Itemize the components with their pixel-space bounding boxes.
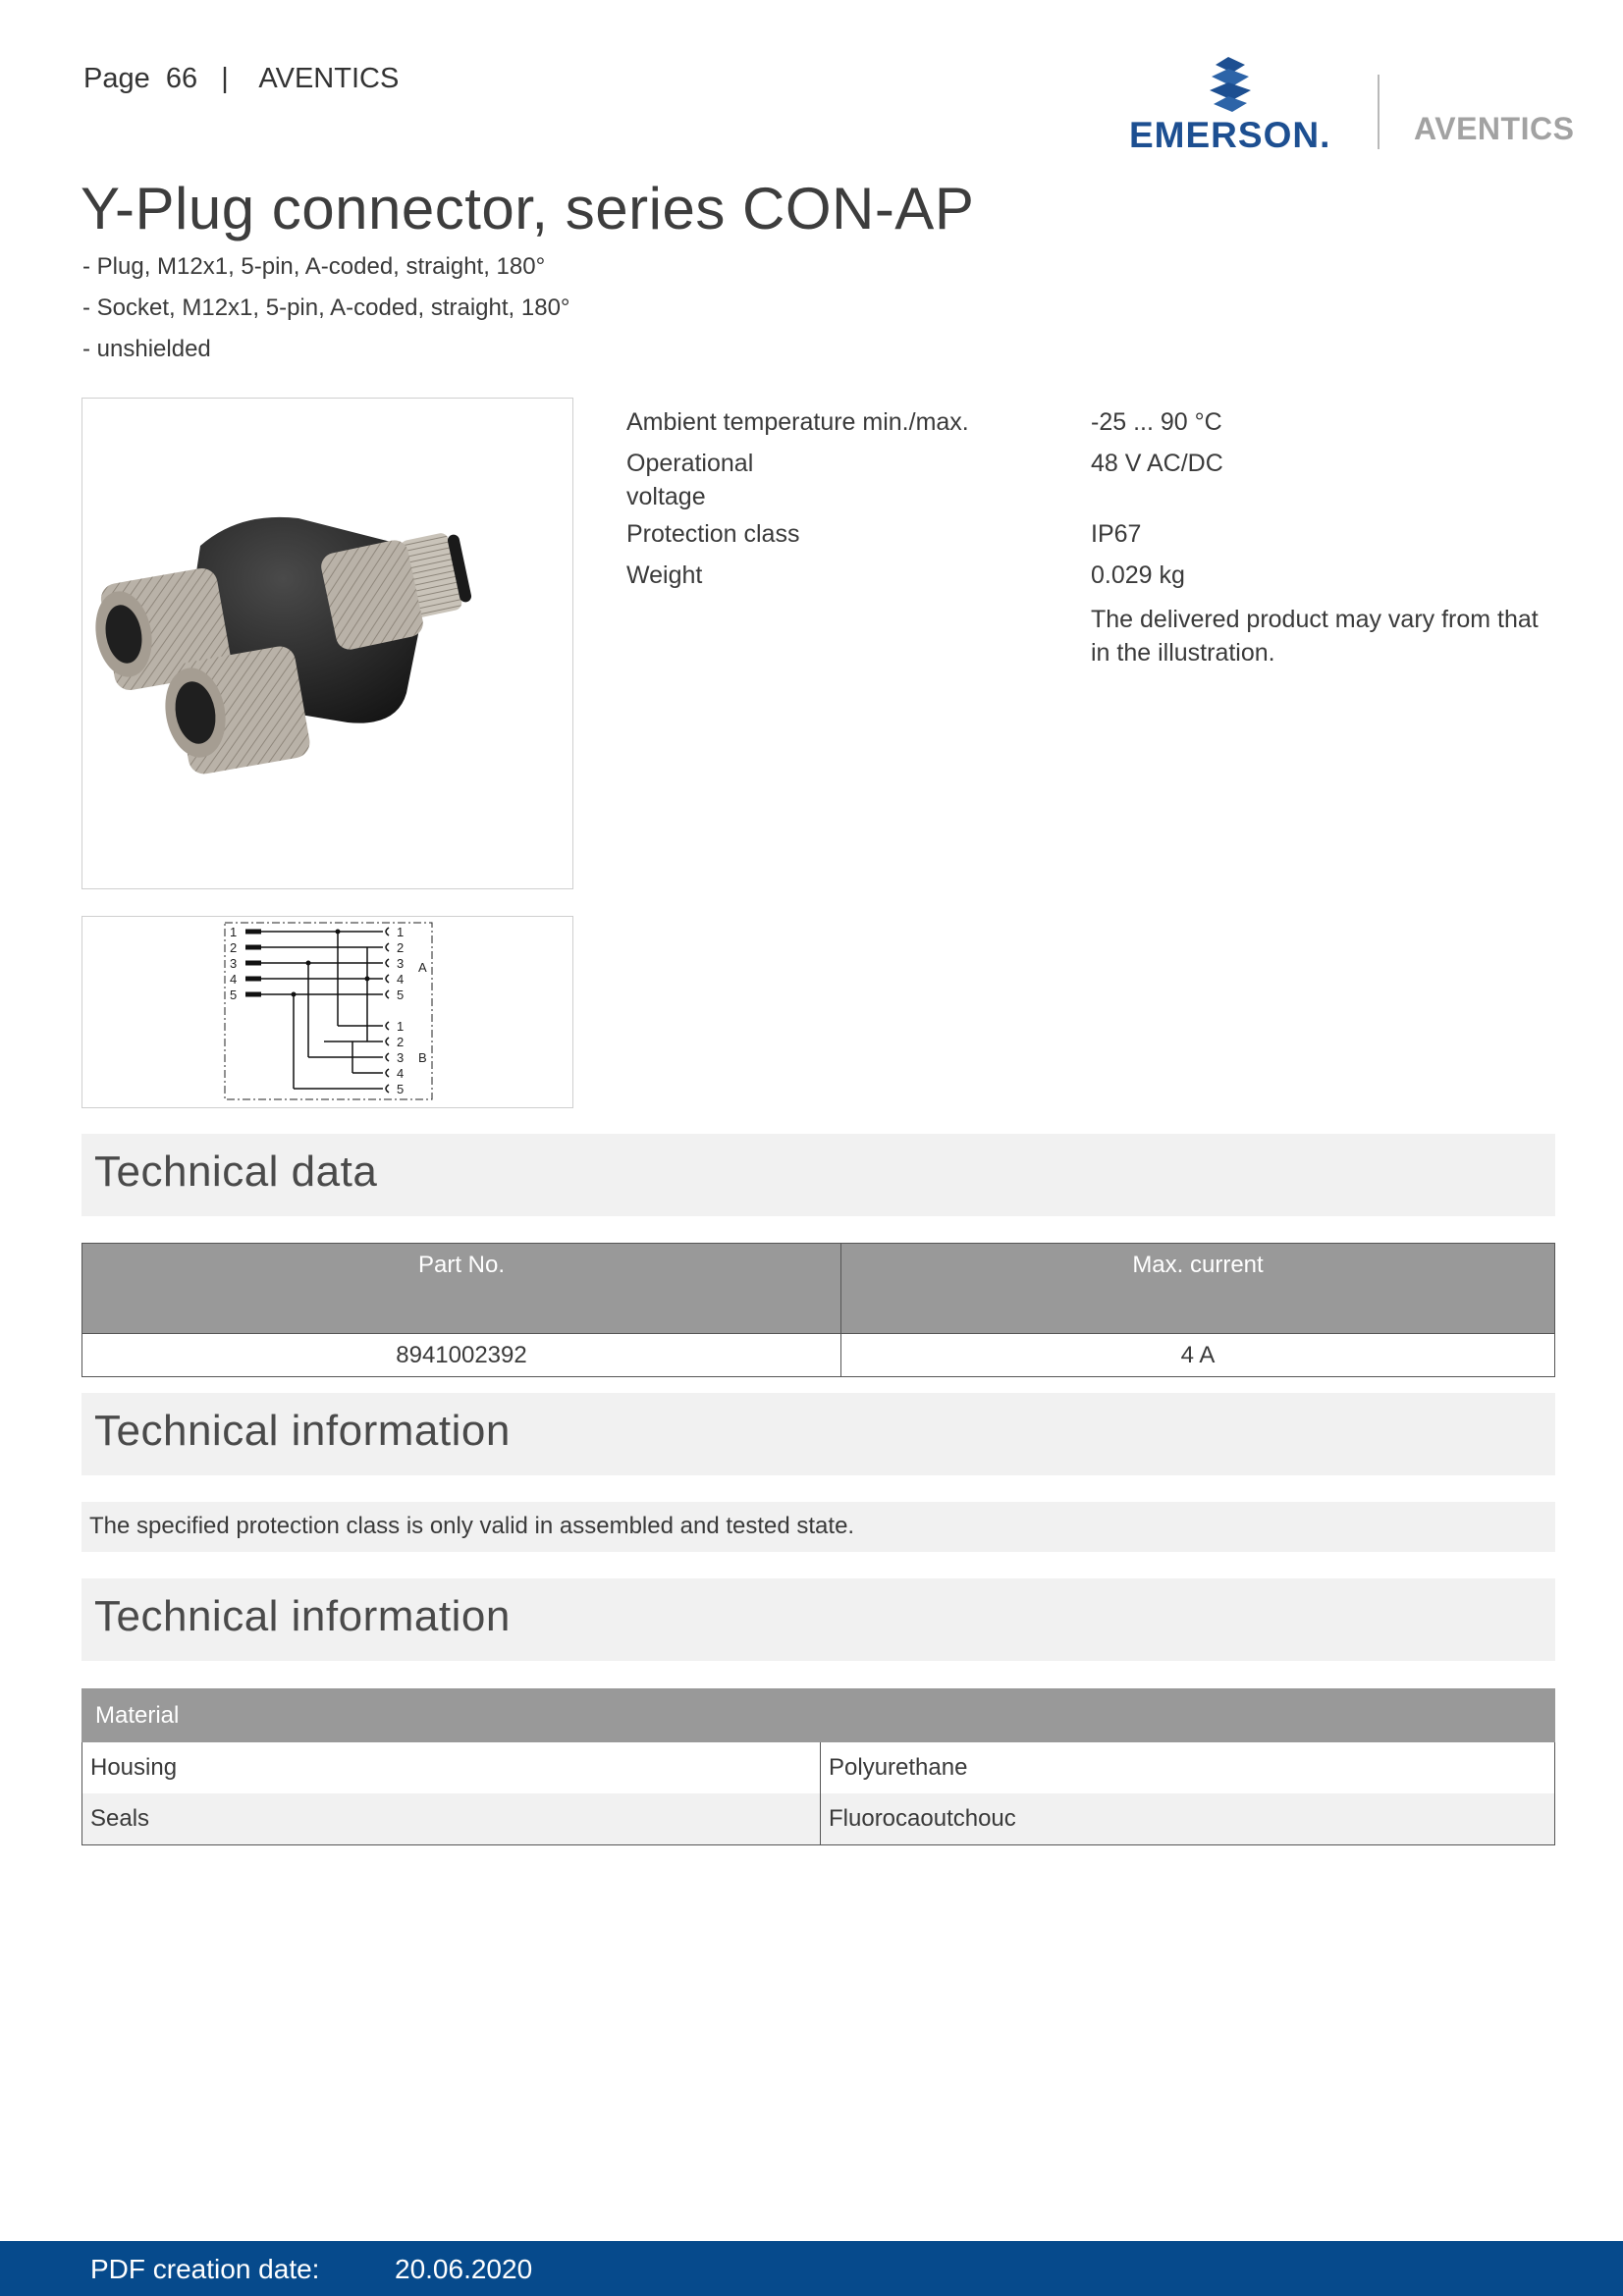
- column-header: Max. current: [841, 1244, 1555, 1334]
- spec-value: 48 V AC/DC: [1091, 450, 1223, 477]
- emerson-wordmark: EMERSON.: [1129, 115, 1331, 153]
- spec-label: Protection class: [626, 520, 800, 548]
- table-row: [82, 1334, 1555, 1377]
- y-plug-connector-image: [82, 399, 572, 888]
- table-cell: Housing: [82, 1742, 821, 1794]
- page-title: Y-Plug connector, series CON-AP: [81, 176, 975, 241]
- spec-label: Weight: [626, 561, 703, 589]
- table-cell: Seals: [82, 1793, 821, 1845]
- column-header: Part No.: [82, 1244, 841, 1334]
- table-cell: Polyurethane: [821, 1742, 1555, 1794]
- pin-label: 5: [230, 988, 238, 1002]
- pin-label: 4: [397, 1066, 405, 1081]
- illustration-note: The delivered product may vary from that in the illustration.: [1091, 606, 1539, 667]
- pin-label: 3: [230, 956, 238, 971]
- technical-note: [81, 1502, 1555, 1552]
- pin-label: 3: [397, 1050, 405, 1065]
- footer-date: 20.06.2020: [395, 2254, 533, 2284]
- pin-label: 4: [397, 972, 405, 987]
- page-label: Page 66 | AVENTICS: [83, 63, 400, 94]
- footer-label: PDF creation date:: [90, 2254, 320, 2284]
- emerson-logo: [1127, 55, 1348, 153]
- table-cell: Fluorocaoutchouc: [821, 1793, 1555, 1845]
- section-header-technical-information: [81, 1393, 1555, 1475]
- spec-label: Operational: [626, 450, 754, 477]
- pin-label: 5: [397, 988, 405, 1002]
- section-title: Technical information: [94, 1592, 511, 1640]
- spec-value: 0.029 kg: [1091, 561, 1185, 589]
- footer-bar: [0, 2241, 1623, 2296]
- material-table: [81, 1688, 1555, 1845]
- pin-label: 1: [397, 1019, 405, 1034]
- logo-divider: [1378, 75, 1380, 149]
- material-header: Material: [82, 1689, 1555, 1742]
- feature-item: - unshielded: [82, 336, 211, 362]
- emerson-logo-mark: [1210, 57, 1251, 112]
- pin-label: 3: [397, 956, 405, 971]
- pin-label: 1: [397, 925, 405, 939]
- connector-b-pin-labels: [397, 1019, 404, 1096]
- connector-a-label: A: [418, 960, 427, 975]
- aventics-logo: AVENTICS: [1414, 111, 1575, 146]
- spec-value: -25 ... 90 °C: [1091, 408, 1222, 436]
- pin-label: 1: [230, 925, 238, 939]
- pin-label: 2: [397, 940, 405, 955]
- wiring-diagram: [82, 917, 572, 1107]
- technical-note-text: The specified protection class is only valid in assembled and tested state.: [89, 1513, 855, 1539]
- connector-a-pin-labels: [397, 925, 404, 1002]
- technical-data-table: [81, 1243, 1555, 1377]
- pin-label: 2: [397, 1035, 405, 1049]
- left-pin-labels: [230, 925, 237, 1002]
- section-title: Technical information: [94, 1407, 511, 1455]
- pin-label: 2: [230, 940, 238, 955]
- table-row: [82, 1742, 1555, 1794]
- feature-item: - Socket, M12x1, 5-pin, A-coded, straight, 180°: [82, 294, 570, 321]
- spec-label: voltage: [626, 483, 706, 510]
- section-header-technical-data: [81, 1134, 1555, 1216]
- section-header-technical-information: [81, 1578, 1555, 1661]
- product-image-frame: [81, 398, 573, 889]
- table-cell: 4 A: [841, 1334, 1555, 1377]
- feature-item: - Plug, M12x1, 5-pin, A-coded, straight, 180°: [82, 253, 546, 280]
- section-title: Technical data: [94, 1148, 378, 1196]
- pin-label: 5: [397, 1082, 405, 1096]
- table-row: [82, 1793, 1555, 1845]
- pin-label: 4: [230, 972, 238, 987]
- spec-value: IP67: [1091, 520, 1142, 548]
- connector-b-label: B: [418, 1050, 427, 1065]
- spec-label: Ambient temperature min./max.: [626, 408, 969, 436]
- table-cell: 8941002392: [82, 1334, 841, 1377]
- wiring-diagram-frame: [81, 916, 573, 1108]
